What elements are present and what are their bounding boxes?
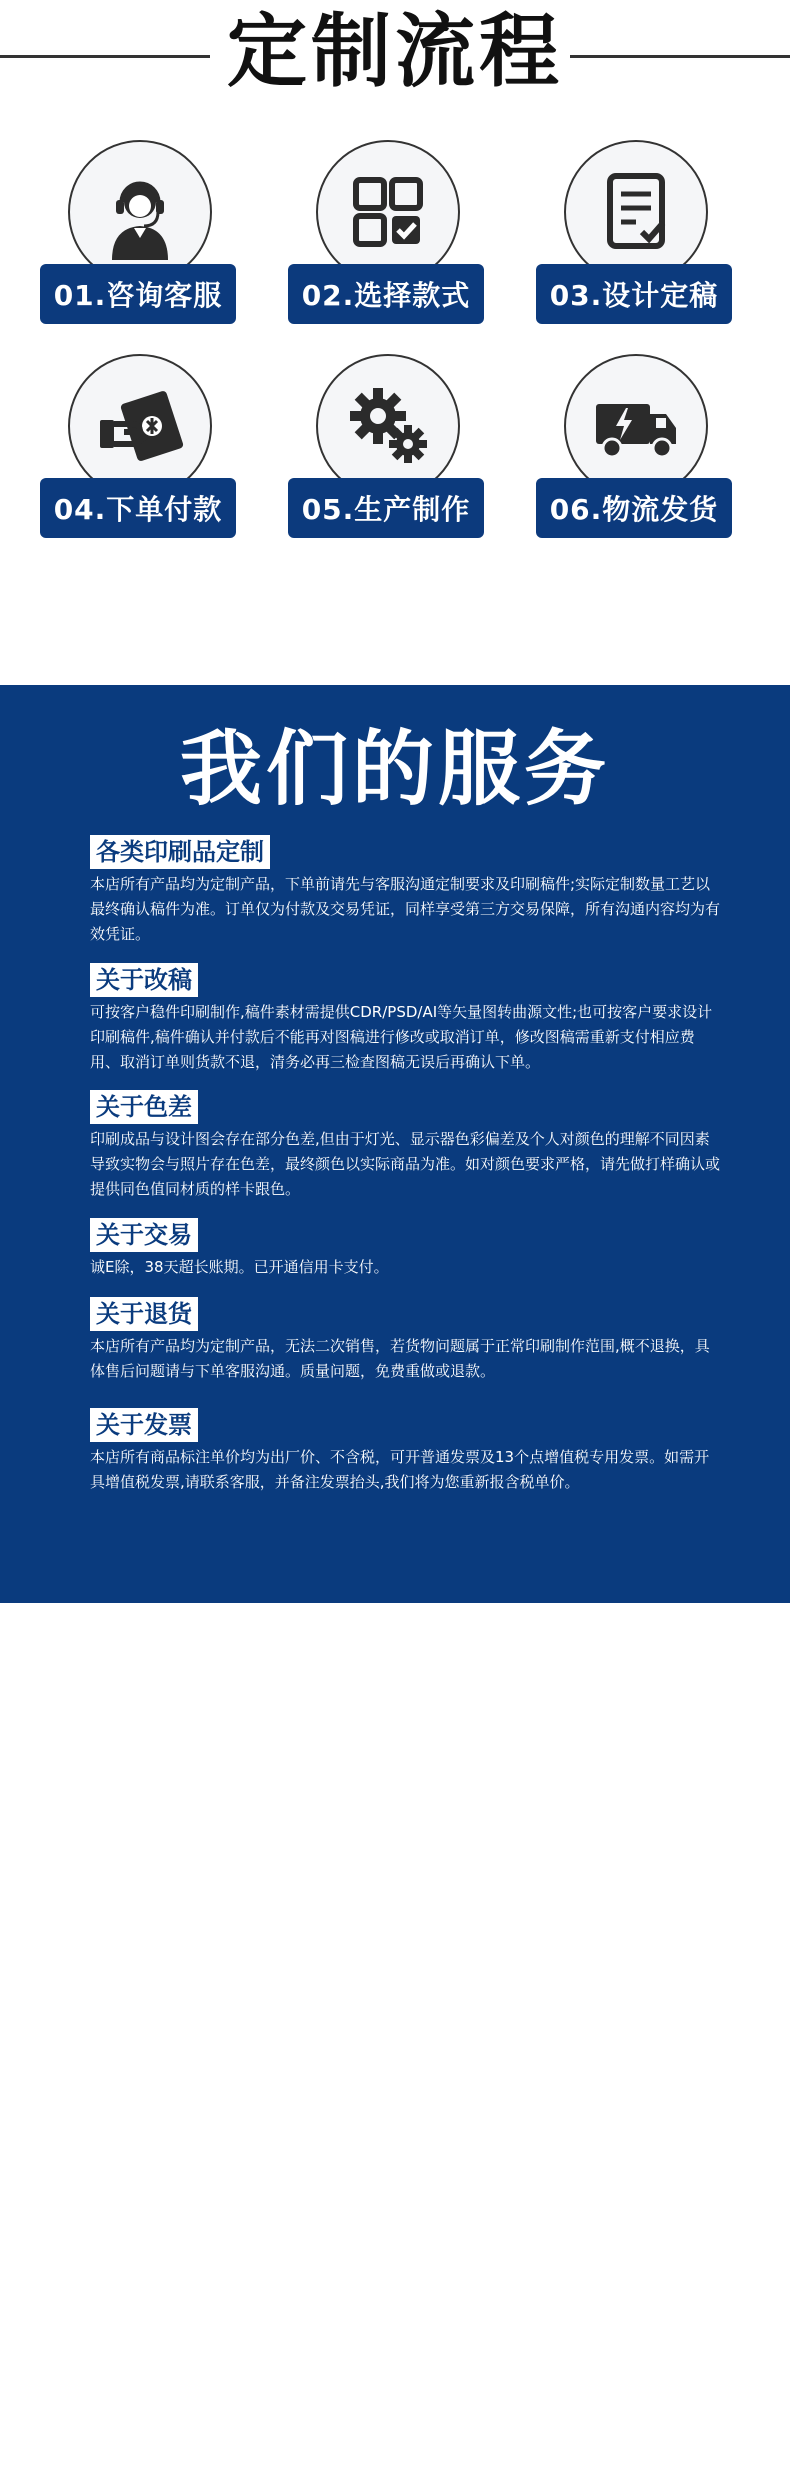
service-section [90, 963, 720, 1075]
step-label: 04.下单付款 [40, 478, 236, 538]
document-check-icon [586, 162, 686, 262]
step-order-payment [40, 354, 240, 554]
service-heading: 关于色差 [90, 1090, 198, 1124]
service-heading: 关于发票 [90, 1408, 198, 1442]
step-consult [40, 140, 240, 340]
grid-select-icon [338, 162, 438, 262]
service-section [90, 1218, 720, 1280]
payment-icon [90, 376, 190, 476]
service-section [90, 1297, 720, 1384]
service-heading: 关于改稿 [90, 963, 198, 997]
service-heading: 关于退货 [90, 1297, 198, 1331]
service-heading: 各类印刷品定制 [90, 835, 270, 869]
step-label: 03.设计定稿 [536, 264, 732, 324]
service-body: 印刷成品与设计图会存在部分色差,但由于灯光、显示器色彩偏差及个人对颜色的理解不同因素导致实物会与照片存在色差，最终颜色以实际商品为准。如对颜色要求严格，请先做打样确认或提供同色值同材质的样卡跟色。 [90, 1130, 721, 1198]
step-icon-circle [68, 354, 212, 498]
step-label: 01.咨询客服 [40, 264, 236, 324]
services-title: 我们的服务 [179, 722, 610, 817]
step-choose-style [288, 140, 488, 340]
step-icon-circle [316, 354, 460, 498]
service-section [90, 835, 720, 947]
process-title: 定制流程 [227, 5, 563, 98]
step-icon-circle [564, 140, 708, 284]
step-icon-circle [316, 140, 460, 284]
header-divider-right [570, 55, 790, 58]
service-body: 可按客户稳件印刷制作,稿件素材需提供CDR/PSD/AI等矢量图转曲源文性;也可按客户要求设计印刷稿件,稿件确认并付款后不能再对图稿进行修改或取消订单，修改图稿需重新支付相应费用、取消订单则货款不退，清务必再三检查图稿无误后再确认下单。 [90, 1003, 713, 1071]
service-body: 本店所有产品均为定制产品，无法二次销售，若货物问题属于正常印刷制作范围,概不退换，具体售后问题请与下单客服沟通。质量问题，免费重做或退款。 [90, 1337, 710, 1380]
step-label: 02.选择款式 [288, 264, 484, 324]
gears-icon [338, 376, 438, 476]
customer-service-icon [90, 162, 190, 262]
service-heading: 关于交易 [90, 1218, 198, 1252]
service-section [90, 1090, 720, 1202]
services-panel [0, 685, 790, 1603]
step-production [288, 354, 488, 554]
delivery-truck-icon [586, 376, 686, 476]
step-icon-circle [564, 354, 708, 498]
step-icon-circle [68, 140, 212, 284]
step-design-final [536, 140, 736, 340]
service-body: 诚E除，38天超长账期。已开通信用卡支付。 [90, 1258, 389, 1276]
service-body: 本店所有商品标注单价均为出厂价、不含税，可开普通发票及13个点增值税专用发票。如需开具增值税发票,请联系客服，并备注发票抬头,我们将为您重新报含税单价。 [90, 1448, 710, 1491]
step-shipping [536, 354, 736, 554]
step-label: 06.物流发货 [536, 478, 732, 538]
process-header [0, 0, 790, 110]
service-section [90, 1408, 720, 1495]
service-body: 本店所有产品均为定制产品，下单前请先与客服沟通定制要求及印刷稿件;实际定制数量工艺以最终确认稿件为准。订单仅为付款及交易凭证，同样享受第三方交易保障，所有沟通内容均为有效凭证。 [90, 875, 721, 943]
step-label: 05.生产制作 [288, 478, 484, 538]
